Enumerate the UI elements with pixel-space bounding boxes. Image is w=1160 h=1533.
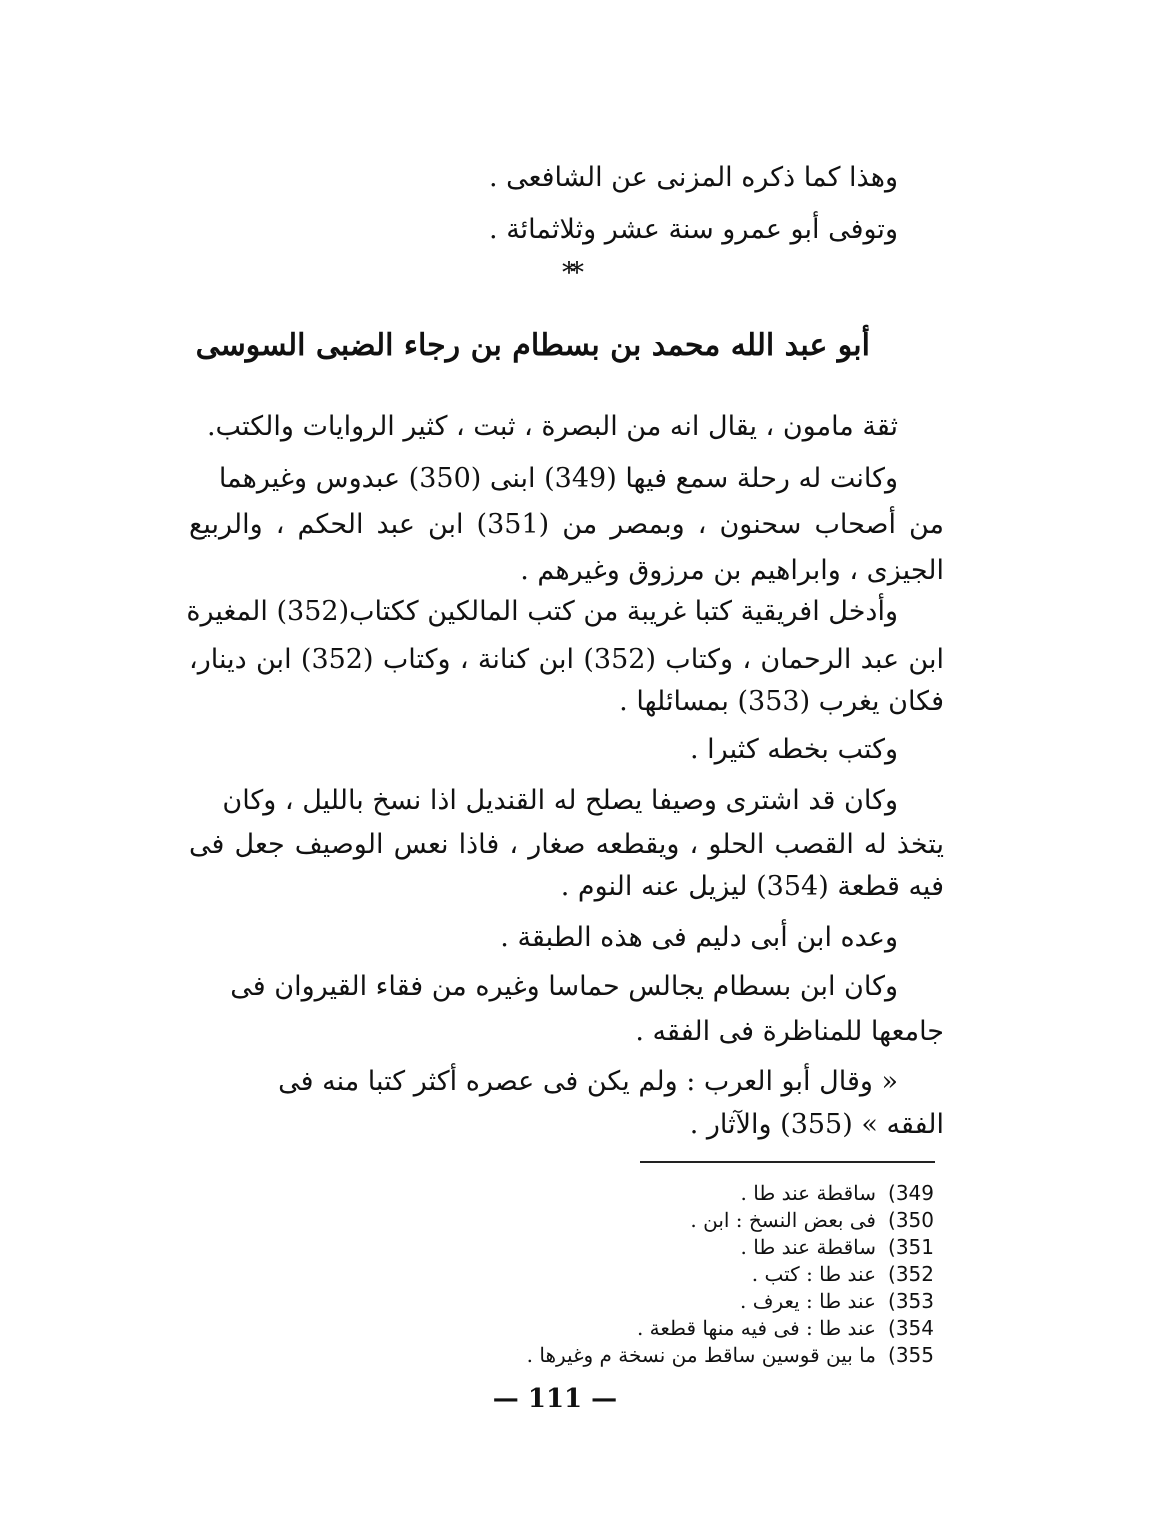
- footnote: [527, 1234, 934, 1261]
- footnote-number: 354): [888, 1316, 934, 1340]
- paragraph-line: وكان قد اشترى وصيفا يصلح له القنديل اذا نسخ بالليل ، وكان: [222, 785, 898, 816]
- paragraph-line: من أصحاب سحنون ، وبمصر من (351) ابن عبد الحكم ، والربيع: [189, 509, 944, 540]
- footnote: [527, 1288, 934, 1315]
- footnote: [527, 1261, 934, 1288]
- paragraph-line: الجيزى ، وابراهيم بن مرزوق وغيرهم .: [520, 555, 944, 586]
- footnote: [527, 1342, 934, 1369]
- paragraph-line: وأدخل افريقية كتبا غريبة من كتب المالكين ككتاب(352) المغيرة: [186, 596, 898, 627]
- footnote-text: عند طا : كتب .: [751, 1262, 876, 1286]
- footnote-text: ساقطة عند طا .: [740, 1235, 876, 1259]
- footnote-number: 355): [888, 1343, 934, 1367]
- paragraph-line: وكان ابن بسطام يجالس حماسا وغيره من فقاء القيروان فى: [230, 971, 898, 1002]
- footnote: [527, 1180, 934, 1207]
- footnote-number: 352): [888, 1262, 934, 1286]
- paragraph-line: ثقة مامون ، يقال انه من البصرة ، ثبت ، كثير الروايات والكتب.: [206, 411, 898, 442]
- footnotes-list: [527, 1180, 934, 1369]
- footnote-text: فى بعض النسخ : ابن .: [690, 1208, 876, 1232]
- footnote-divider: [640, 1161, 935, 1163]
- footnote-number: 353): [888, 1289, 934, 1313]
- paragraph-line: « وقال أبو العرب : ولم يكن فى عصره أكثر كتبا منه فى: [278, 1066, 898, 1097]
- paragraph-line: وكانت له رحلة سمع فيها (349) ابنى (350) عبدوس وغيرهما: [218, 463, 898, 494]
- page-number: — 111 —: [492, 1384, 618, 1414]
- footnote: [527, 1315, 934, 1342]
- footnote-number: 350): [888, 1208, 934, 1232]
- footnote-text: عند طا : فى فيه منها قطعة .: [636, 1316, 876, 1340]
- paragraph-line: الفقه » (355) والآثار .: [689, 1109, 944, 1140]
- footnote-number: 351): [888, 1235, 934, 1259]
- section-separator: **: [562, 256, 578, 289]
- footnote: [527, 1207, 934, 1234]
- paragraph-line: فكان يغرب (353) بمسائلها .: [619, 686, 944, 717]
- paragraph-line: فيه قطعة (354) ليزيل عنه النوم .: [560, 871, 944, 902]
- footnote-number: 349): [888, 1181, 934, 1205]
- footnote-text: ما بين قوسين ساقط من نسخة م وغيرها .: [526, 1343, 876, 1367]
- section-title: أبو عبد الله محمد بن بسطام بن رجاء الضبى السوسى: [195, 328, 870, 363]
- paragraph-line: وعده ابن أبى دليم فى هذه الطبقة .: [500, 922, 898, 953]
- paragraph-line: وكتب بخطه كثيرا .: [690, 734, 898, 765]
- paragraph-line: جامعها للمناظرة فى الفقه .: [635, 1016, 944, 1047]
- paragraph-line: يتخذ له القصب الحلو ، ويقطعه صغار ، فاذا نعس الوصيف جعل فى: [189, 829, 944, 860]
- paragraph-line: ابن عبد الرحمان ، وكتاب (352) ابن كنانة ، وكتاب (352) ابن دينار،: [189, 644, 944, 675]
- footnote-text: ساقطة عند طا .: [740, 1181, 876, 1205]
- intro-line: وهذا كما ذكره المزنى عن الشافعى .: [488, 162, 898, 193]
- intro-line: وتوفى أبو عمرو سنة عشر وثلاثمائة .: [489, 214, 898, 245]
- footnote-text: عند طا : يعرف .: [740, 1289, 876, 1313]
